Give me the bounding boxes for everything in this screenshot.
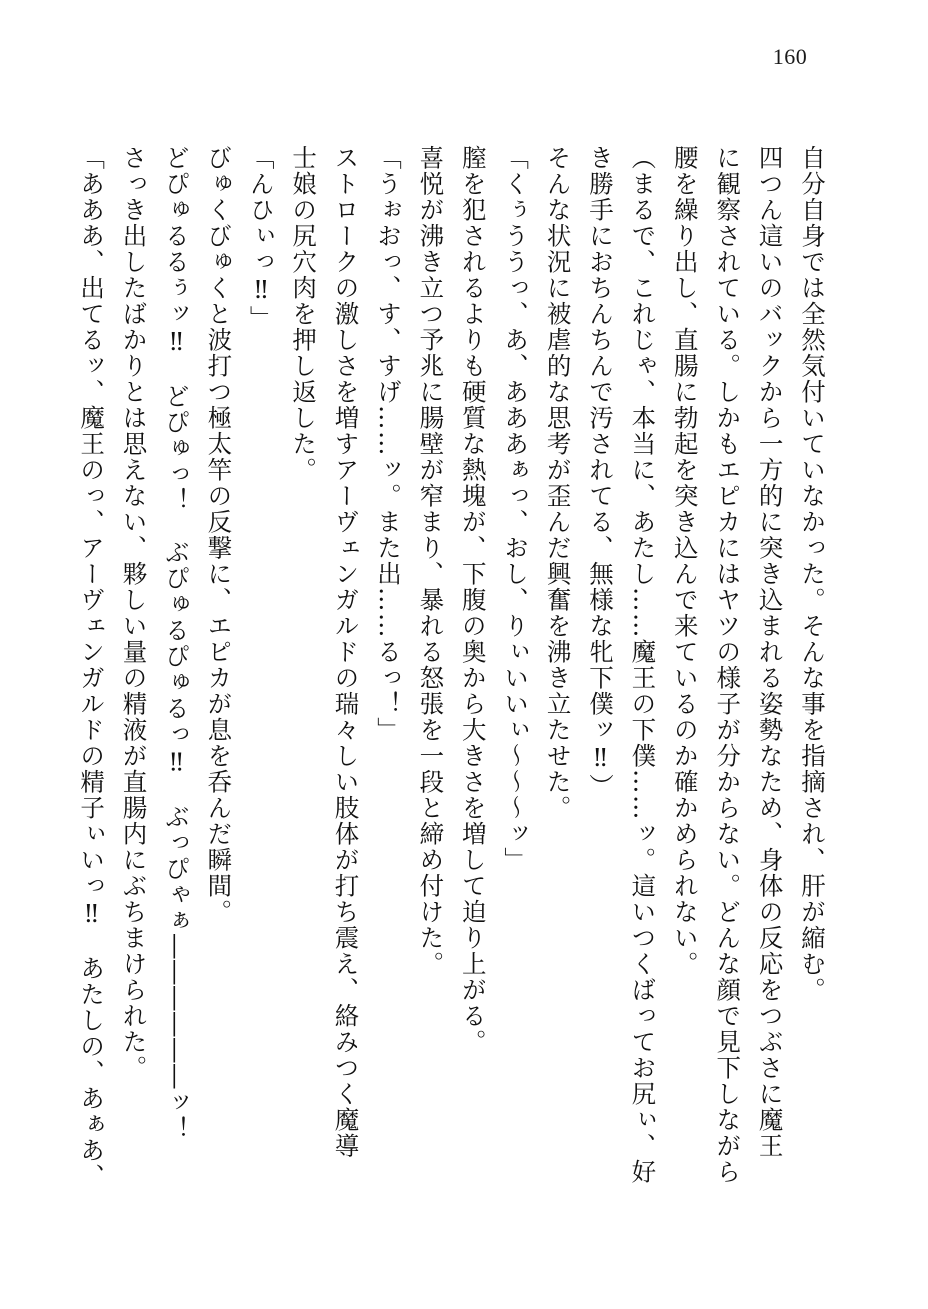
- page-number: 160: [772, 44, 808, 69]
- text-line: 四つん這いのバックから一方的に突き込まれる姿勢なため、身体の反応をつぶさに魔王: [755, 145, 785, 1159]
- text-line: き勝手におちんちんで汚されてる、無様な牝下僕ッ‼）: [585, 145, 615, 800]
- text-line: 腰を繰り出し、直腸に勃起を突き込んで来ているのか確かめられない。: [670, 145, 700, 977]
- text-line: 「んひぃっ‼」: [246, 145, 276, 332]
- text-line: に観察されている。しかもエピカにはヤツの様子が分からない。どんな顔で見下しながら: [713, 145, 743, 1185]
- text-line: 「くぅううっ、あ、あああぁっ、おし、りぃいいぃ〜〜〜ッ」: [501, 145, 531, 873]
- text-line: ストロークの激しさを増すアーヴェンガルドの瑞々しい肢体が打ち震え、絡みつく魔導: [331, 145, 361, 1159]
- text-line: どぴゅるるぅッ‼ どぴゅっ！ ぶぴゅるぴゅるっ‼ ぶっぴゃぁ――――――ッ！: [161, 145, 191, 1142]
- text-line: 自分自身では全然気付いていなかった。そんな事を指摘され、肝が縮む。: [798, 145, 827, 1003]
- text-line: さっき出したばかりとは思えない、夥しい量の精液が直腸内にぶちまけられた。: [119, 145, 149, 1081]
- text-line: びゅくびゅくと波打つ極太竿の反撃に、エピカが息を呑んだ瞬間。: [204, 145, 234, 925]
- text-line: 士娘の尻穴肉を押し返した。: [289, 145, 319, 483]
- text-line: そんな状況に被虐的な思考が歪んだ興奮を沸き立たせた。: [543, 145, 573, 821]
- text-line: 膣を犯されるよりも硬質な熱塊が、下腹の奥から大きさを増して迫り上がる。: [458, 145, 488, 1055]
- vertical-body-text: [70, 145, 833, 1225]
- text-line: （まるで、これじゃ、本当に、あたし……魔王の下僕……ッ。這いつくばってお尻ぃ、好: [628, 145, 658, 1185]
- text-line: 喜悦が沸き立つ予兆に腸壁が窄まり、暴れる怒張を一段と締め付けた。: [416, 145, 446, 977]
- text-line: 「うぉおっ、す、すげ……ッ。また出……るっ！」: [373, 145, 403, 743]
- text-line: 「あああ、出てるッ、魔王のっ、アーヴェンガルドの精子ぃいっ‼ あたしの、あぁあ、: [77, 145, 107, 1190]
